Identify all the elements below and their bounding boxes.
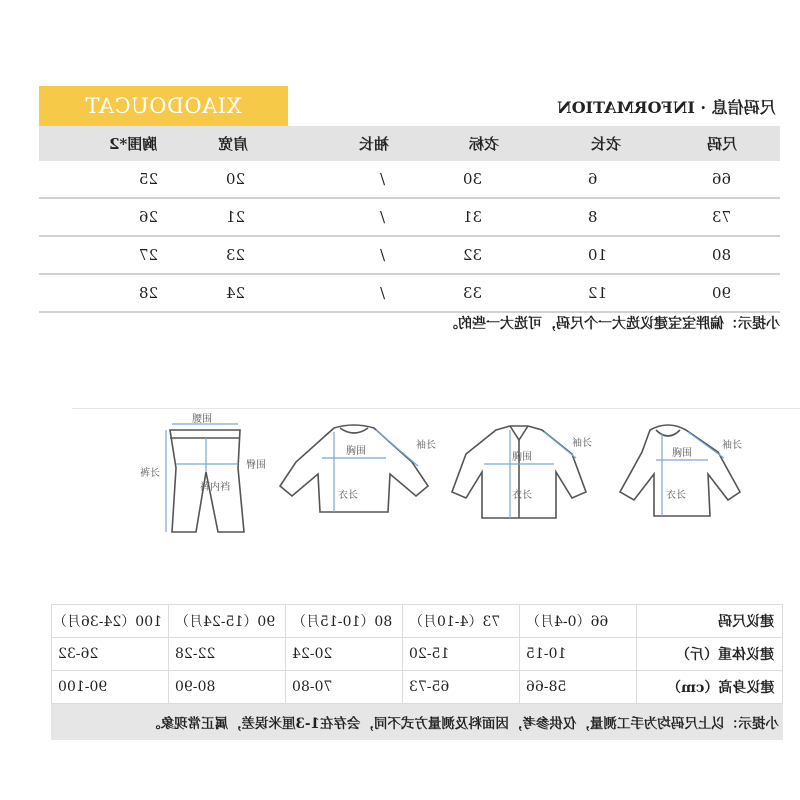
size-info-header <box>288 86 780 126</box>
rec-height-5: 90-100 <box>58 679 108 695</box>
cell-bust: 26 <box>139 208 159 226</box>
rec-weight-1: 10-15 <box>526 646 567 662</box>
shirt-sleeve-label: 袖长 <box>572 438 592 449</box>
rec-weight-5: 26-32 <box>58 646 99 662</box>
top-outline <box>620 425 740 516</box>
rec-height-1: 58-66 <box>526 679 567 695</box>
measurement-illustrations <box>72 408 800 548</box>
recommendation-section <box>51 604 783 744</box>
pants-length-label: 裤长 <box>140 468 160 479</box>
pants-waist-label: 腰围 <box>192 414 212 425</box>
cell-sleeve: / <box>380 208 386 226</box>
pants-diagram <box>140 413 266 532</box>
cell-size: 73 <box>711 208 731 226</box>
shirt-chest-label: 胸围 <box>512 452 532 463</box>
rec-size-1: 66（0-4月） <box>526 614 609 630</box>
rec-size-3: 80（10-15月） <box>292 614 393 630</box>
table-row <box>39 236 780 274</box>
size-tip <box>39 306 780 340</box>
cell-bust: 27 <box>139 246 159 264</box>
table-row <box>52 671 783 704</box>
cell-shoulder: 23 <box>226 246 246 264</box>
rec-weight-2: 15-20 <box>409 646 450 662</box>
header-shoulder: 肩宽 <box>218 135 249 153</box>
table-row <box>39 161 780 198</box>
table-row <box>39 198 780 236</box>
garment-diagrams <box>72 408 800 548</box>
cell-length: 30 <box>463 170 483 188</box>
cell-shoulder: 21 <box>226 208 246 226</box>
sweater-chest-label: 胸围 <box>346 446 366 457</box>
header-label: 衣长 <box>590 135 621 153</box>
pants-outline <box>170 430 244 532</box>
cell-length: 32 <box>463 246 483 264</box>
table-row <box>52 638 783 671</box>
cell-size: 66 <box>711 170 731 188</box>
cell-label: 10 <box>587 246 607 264</box>
pants-inseam-label: 裤内裆 <box>200 482 230 493</box>
cell-size: 90 <box>711 284 731 302</box>
rec-height-2: 65-73 <box>409 679 450 695</box>
top-sleeve-line <box>688 432 724 458</box>
sweater-sleeve-label: 袖长 <box>416 440 436 451</box>
top-chest-label: 胸围 <box>672 448 692 459</box>
size-table <box>39 126 780 313</box>
sweater-sleeve-line <box>376 430 418 466</box>
cell-length: 31 <box>463 208 483 226</box>
shirt-diagram <box>452 426 592 518</box>
size-tip-text: 小提示：偏胖宝宝建议选大一个尺码，可选大一些的。 <box>444 316 780 332</box>
header-sleeve: 袖长 <box>359 135 390 153</box>
rec-height-label: 建议身高（cm） <box>666 680 774 696</box>
cell-shoulder: 20 <box>226 170 246 188</box>
cell-label: 8 <box>587 208 598 226</box>
size-table-header-row <box>39 126 780 161</box>
size-info-title: 尺码信息 · INFORMATION <box>557 97 776 117</box>
sweater-diagram <box>280 425 436 512</box>
top-sleeve-label: 袖长 <box>722 440 742 451</box>
size-info-section <box>39 86 780 340</box>
rec-height-4: 80-90 <box>175 679 216 695</box>
rec-height-3: 70-80 <box>292 679 333 695</box>
cell-length: 33 <box>463 284 483 302</box>
cell-bust: 28 <box>139 284 159 302</box>
brand-name: XIAODOUCAT <box>85 94 242 118</box>
sweater-collar <box>340 428 368 433</box>
top-diagram <box>620 425 742 516</box>
rec-size-5: 100（24-36月） <box>52 614 162 630</box>
recommendation-table <box>51 604 783 704</box>
measurement-tip-text: 小提示：以上尺码均为手工测量，仅供参考，因面料及测量方式不同，会存在1-3厘米误差，属正常现象。 <box>147 716 779 732</box>
cell-size: 80 <box>711 246 731 264</box>
header-size: 尺码 <box>706 135 737 153</box>
cell-shoulder: 24 <box>226 284 246 302</box>
rec-weight-3: 20-24 <box>292 646 333 662</box>
header-length: 衣标 <box>469 135 500 153</box>
shirt-collar <box>510 426 528 440</box>
top-collar <box>656 430 680 436</box>
rec-weight-4: 22-28 <box>175 646 216 662</box>
top-length-label: 衣长 <box>666 490 686 501</box>
table-row <box>52 605 783 638</box>
pants-hip-label: 臀围 <box>246 460 266 471</box>
sweater-length-label: 衣长 <box>338 490 358 501</box>
cell-label: 12 <box>587 284 607 302</box>
header-bust: 胸围*2 <box>109 135 158 153</box>
shirt-length-label: 衣长 <box>512 490 532 501</box>
rec-weight-label: 建议体重（斤） <box>676 647 774 663</box>
rec-size-2: 73（4-10月） <box>409 614 501 630</box>
rec-size-4: 90（15-24月） <box>175 614 276 630</box>
brand-banner <box>39 86 288 126</box>
cell-label: 6 <box>587 170 598 188</box>
measurement-tip <box>51 704 783 740</box>
cell-sleeve: / <box>380 246 386 264</box>
cell-bust: 25 <box>139 170 159 188</box>
rec-size-label: 建议尺码 <box>718 614 774 630</box>
cell-sleeve: / <box>380 284 386 302</box>
cell-sleeve: / <box>380 170 386 188</box>
